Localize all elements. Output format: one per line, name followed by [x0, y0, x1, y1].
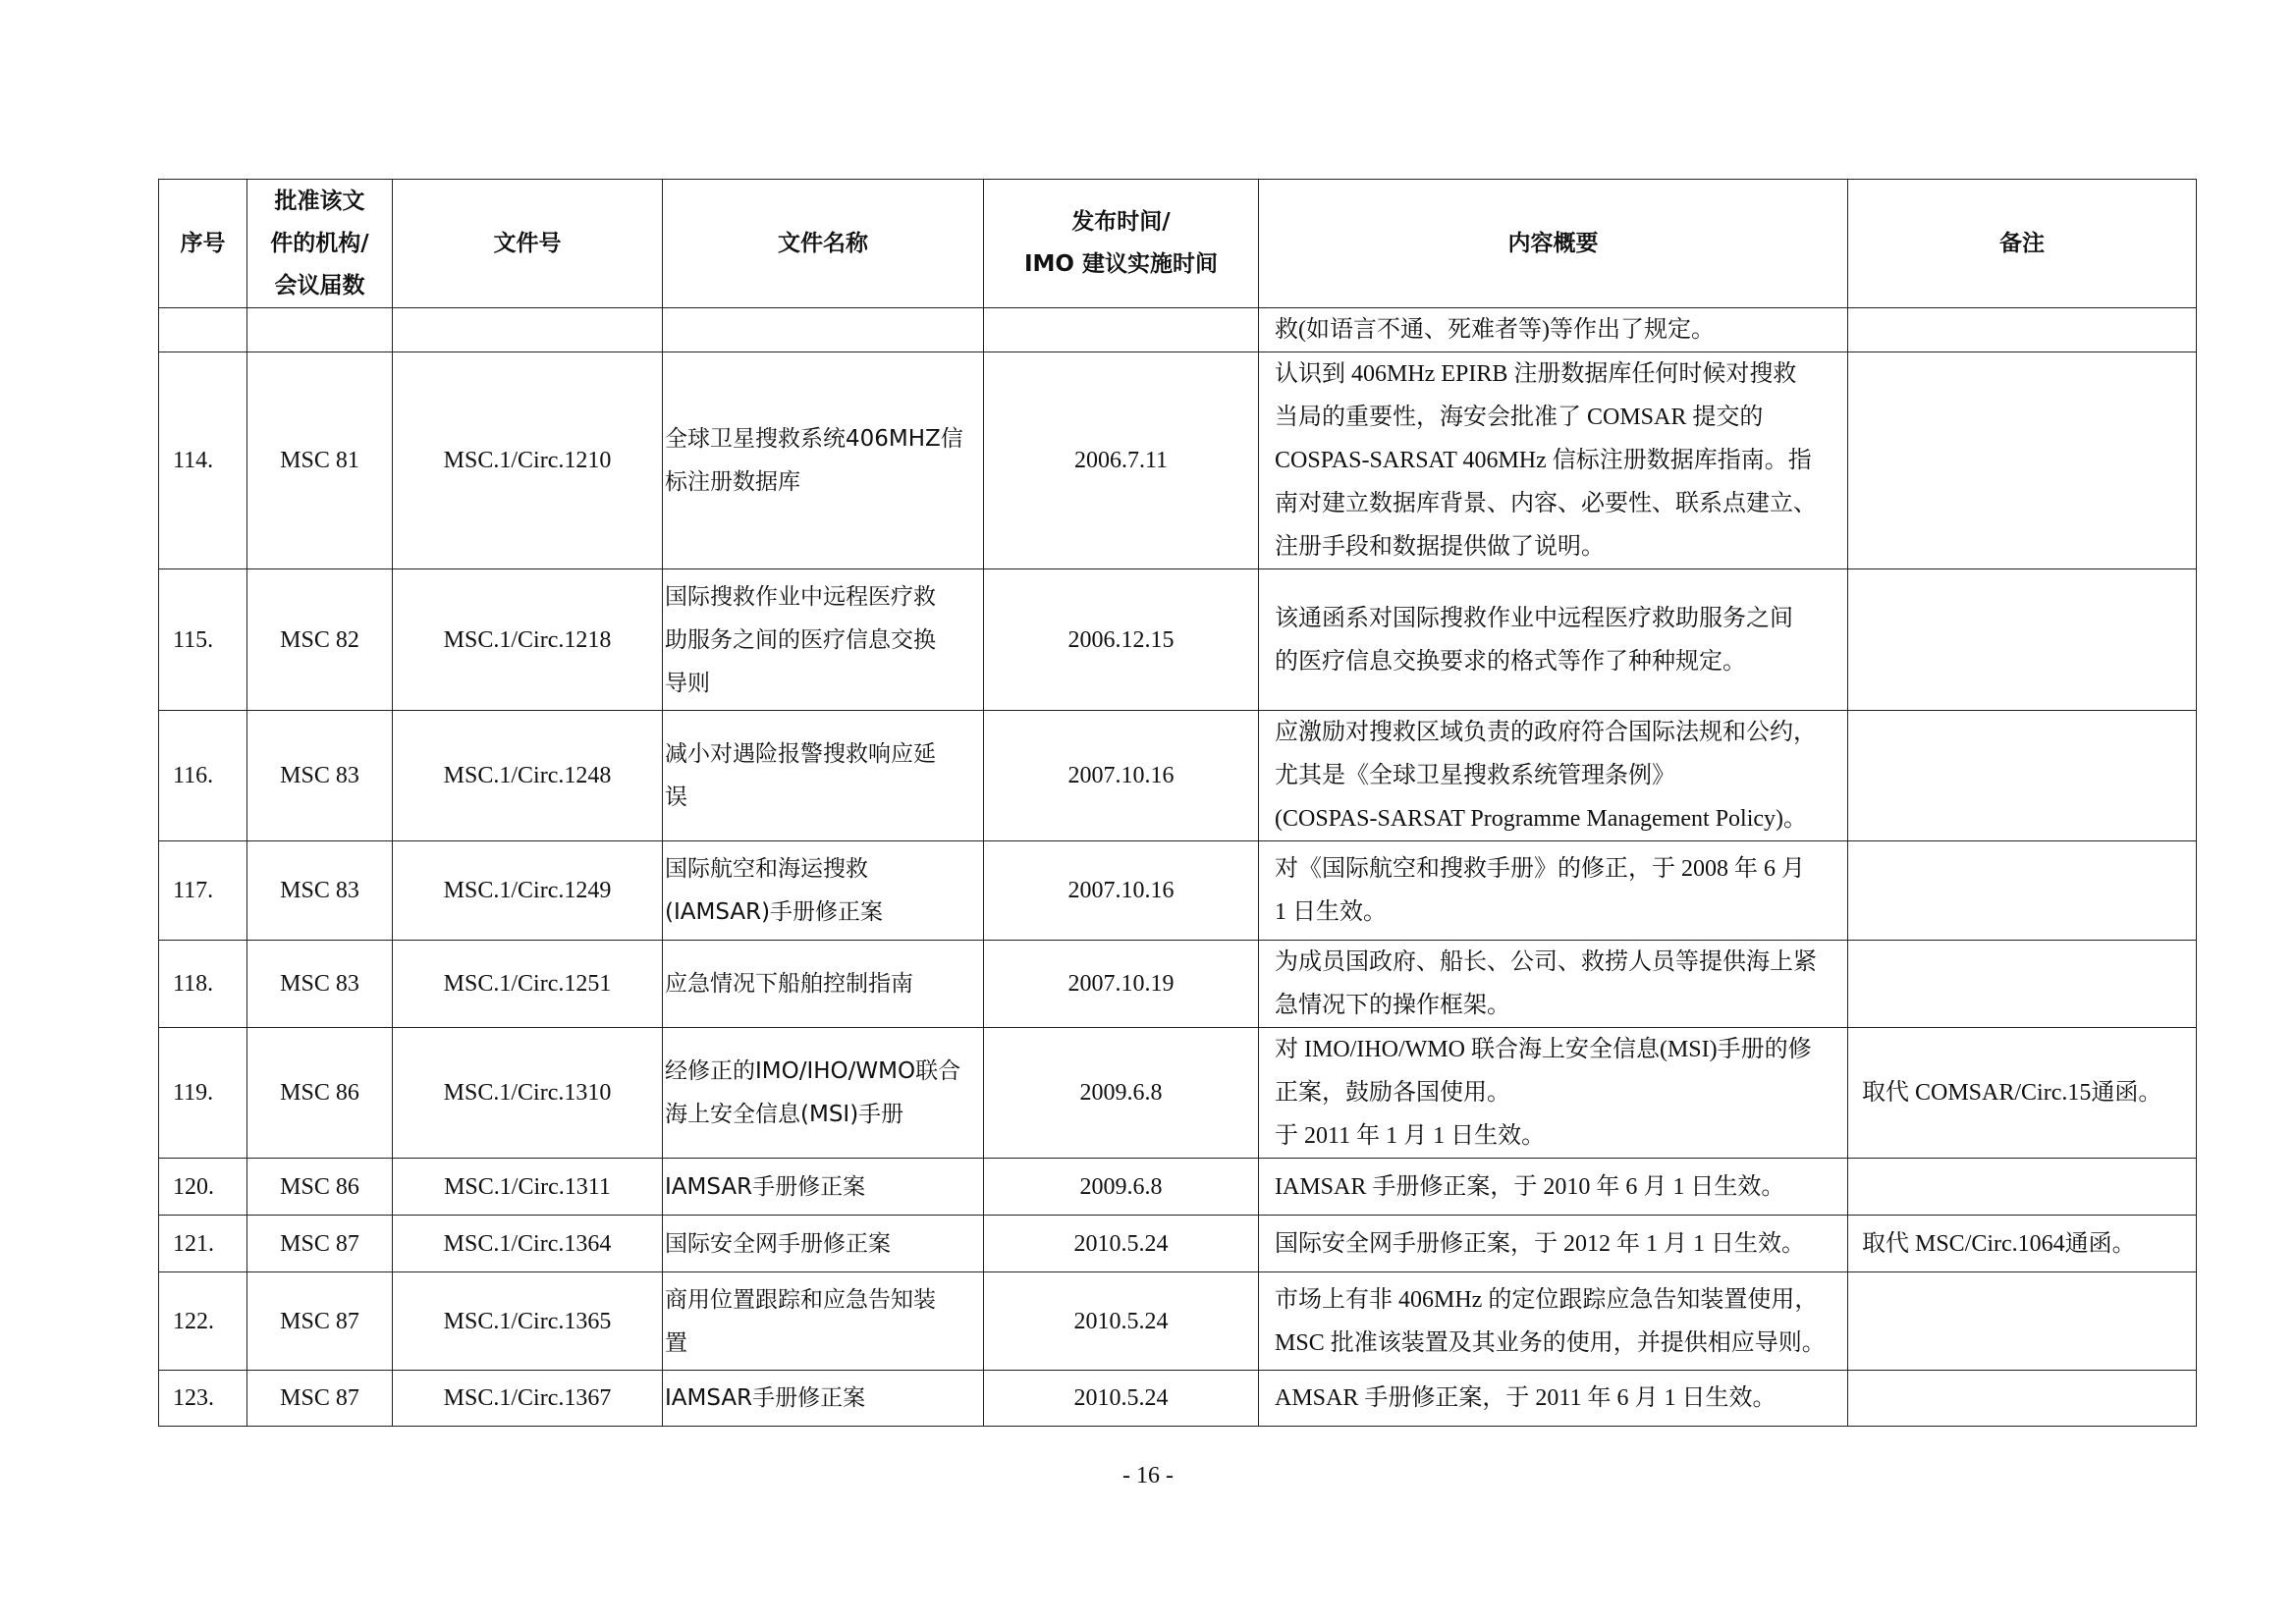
cell-document-name-line: 助服务之间的医疗信息交换: [665, 626, 936, 653]
cell-document-name: [663, 1028, 984, 1159]
cell-index: 118.: [159, 941, 247, 1028]
cell-note: [1848, 1272, 2197, 1371]
cell-summary-line: MSC 批准该装置及其业务的使用，并提供相应导则。: [1275, 1329, 1826, 1356]
cell-document-name-line: 海上安全信息(MSI)手册: [665, 1102, 904, 1127]
cell-organization: MSC 83: [247, 941, 393, 1028]
cell-summary-line: 尤其是《全球卫星搜救系统管理条例》: [1275, 763, 1675, 788]
header-date: 发布时间/ IMO 建议实施时间: [984, 180, 1259, 308]
cell-document-name: [663, 308, 984, 352]
cell-document-name: [663, 1272, 984, 1371]
cell-document-number: MSC.1/Circ.1364: [393, 1216, 663, 1272]
cell-note: [1848, 308, 2197, 352]
circulars-table: [158, 179, 2197, 1427]
cell-index: 114.: [159, 352, 247, 569]
cell-note: [1848, 1371, 2197, 1427]
cell-organization: MSC 82: [247, 569, 393, 711]
cell-document-number: MSC.1/Circ.1210: [393, 352, 663, 569]
cell-document-number: MSC.1/Circ.1218: [393, 569, 663, 711]
cell-note: [1848, 711, 2197, 841]
table-row: [159, 1371, 2197, 1427]
cell-date: 2010.5.24: [984, 1216, 1259, 1272]
cell-organization: MSC 83: [247, 841, 393, 941]
header-summary: 内容概要: [1259, 180, 1848, 308]
cell-document-number: [393, 308, 663, 352]
cell-date: 2006.12.15: [984, 569, 1259, 711]
table-row: [159, 1216, 2197, 1272]
cell-document-name-line: 减小对遇险报警搜救响应延: [665, 741, 936, 767]
table-row: [159, 841, 2197, 941]
cell-document-name-line: IAMSAR手册修正案: [665, 1173, 866, 1200]
table-body: [159, 308, 2197, 1427]
table-row: [159, 1159, 2197, 1216]
cell-document-number: MSC.1/Circ.1248: [393, 711, 663, 841]
cell-document-name: [663, 1159, 984, 1216]
cell-date: [984, 308, 1259, 352]
cell-note: [1848, 569, 2197, 711]
cell-document-name: [663, 1216, 984, 1272]
cell-date: 2009.6.8: [984, 1028, 1259, 1159]
cell-document-name-line: (IAMSAR)手册修正案: [665, 899, 884, 925]
cell-index: 115.: [159, 569, 247, 711]
cell-index: [159, 308, 247, 352]
cell-organization: MSC 87: [247, 1272, 393, 1371]
table-row: [159, 352, 2197, 569]
header-document-number: 文件号: [393, 180, 663, 308]
header-organization: 批准该文 件的机构/ 会议届数: [247, 180, 393, 308]
cell-index: 122.: [159, 1272, 247, 1371]
cell-summary-line: COSPAS-SARSAT 406MHz 信标注册数据库指南。指: [1275, 448, 1812, 473]
cell-index: 119.: [159, 1028, 247, 1159]
cell-summary-line: 注册手段和数据提供做了说明。: [1275, 534, 1605, 560]
cell-document-name-line: IAMSAR手册修正案: [665, 1385, 866, 1411]
cell-summary: [1259, 569, 1848, 711]
header-note: 备注: [1848, 180, 2197, 308]
cell-organization: MSC 81: [247, 352, 393, 569]
cell-note: 取代 COMSAR/Circ.15通函。: [1848, 1028, 2197, 1159]
cell-document-number: MSC.1/Circ.1311: [393, 1159, 663, 1216]
header-row: [159, 180, 2197, 308]
cell-note: [1848, 841, 2197, 941]
cell-date: 2007.10.16: [984, 841, 1259, 941]
page-number: - 16 -: [1122, 1463, 1174, 1488]
header-index: 序号: [159, 180, 247, 308]
cell-document-number: MSC.1/Circ.1365: [393, 1272, 663, 1371]
cell-index: 121.: [159, 1216, 247, 1272]
cell-document-name-line: 导则: [665, 670, 710, 696]
cell-note: [1848, 352, 2197, 569]
cell-document-name-line: 全球卫星搜救系统406MHZ信: [665, 426, 963, 452]
cell-note: [1848, 941, 2197, 1028]
cell-document-name-line: 国际安全网手册修正案: [665, 1230, 891, 1257]
cell-document-name-line: 国际航空和海运搜救: [665, 856, 868, 882]
cell-summary: [1259, 841, 1848, 941]
cell-date: 2007.10.16: [984, 711, 1259, 841]
cell-organization: MSC 87: [247, 1371, 393, 1427]
cell-summary: [1259, 1028, 1848, 1159]
cell-summary-line: 该通函系对国际搜救作业中远程医疗救助服务之间: [1275, 605, 1793, 631]
cell-summary-line: 正案，鼓励各国使用。: [1275, 1080, 1510, 1106]
cell-note: 取代 MSC/Circ.1064通函。: [1848, 1216, 2197, 1272]
cell-document-name-line: 商用位置跟踪和应急告知装: [665, 1286, 936, 1313]
cell-organization: [247, 308, 393, 352]
cell-summary-line: 认识到 406MHz EPIRB 注册数据库任何时候对搜救: [1275, 361, 1797, 387]
cell-summary: [1259, 1371, 1848, 1427]
cell-organization: MSC 83: [247, 711, 393, 841]
cell-summary: [1259, 1159, 1848, 1216]
cell-note: [1848, 1159, 2197, 1216]
cell-document-name-line: 置: [665, 1329, 687, 1356]
cell-summary: [1259, 1216, 1848, 1272]
cell-document-name-line: 误: [665, 784, 687, 810]
table-row: [159, 1028, 2197, 1159]
cell-document-name: [663, 352, 984, 569]
cell-document-name: [663, 569, 984, 711]
cell-summary-line: 于 2011 年 1 月 1 日生效。: [1275, 1123, 1546, 1149]
table-row: [159, 308, 2197, 352]
cell-summary-line: 应激励对搜救区域负责的政府符合国际法规和公约，: [1275, 720, 1817, 745]
table-row: [159, 569, 2197, 711]
cell-date: 2010.5.24: [984, 1371, 1259, 1427]
table-row: [159, 1272, 2197, 1371]
cell-date: 2007.10.19: [984, 941, 1259, 1028]
cell-summary-line: 国际安全网手册修正案，于 2012 年 1 月 1 日生效。: [1275, 1230, 1805, 1257]
cell-summary-line: 对《国际航空和搜救手册》的修正，于 2008 年 6 月: [1275, 856, 1805, 882]
table-row: [159, 941, 2197, 1028]
cell-document-name: [663, 1371, 984, 1427]
cell-summary-line: 南对建立数据库背景、内容、必要性、联系点建立、: [1275, 491, 1817, 516]
cell-summary: [1259, 308, 1848, 352]
cell-summary-line: 救(如语言不通、死难者等)等作出了规定。: [1275, 317, 1715, 343]
cell-document-name-line: 国际搜救作业中远程医疗救: [665, 583, 936, 610]
cell-index: 120.: [159, 1159, 247, 1216]
cell-date: 2009.6.8: [984, 1159, 1259, 1216]
cell-document-name: [663, 841, 984, 941]
cell-document-number: MSC.1/Circ.1249: [393, 841, 663, 941]
cell-summary-line: 急情况下的操作框架。: [1275, 993, 1510, 1018]
cell-summary: [1259, 711, 1848, 841]
cell-date: 2010.5.24: [984, 1272, 1259, 1371]
cell-summary-line: AMSAR 手册修正案，于 2011 年 6 月 1 日生效。: [1275, 1385, 1777, 1411]
cell-document-number: MSC.1/Circ.1367: [393, 1371, 663, 1427]
table-row: [159, 711, 2197, 841]
cell-document-number: MSC.1/Circ.1251: [393, 941, 663, 1028]
cell-document-name-line: 应急情况下船舶控制指南: [665, 971, 913, 997]
cell-document-name: [663, 711, 984, 841]
cell-organization: MSC 86: [247, 1159, 393, 1216]
cell-summary-line: IAMSAR 手册修正案，于 2010 年 6 月 1 日生效。: [1275, 1173, 1785, 1200]
cell-summary: [1259, 352, 1848, 569]
cell-index: 123.: [159, 1371, 247, 1427]
cell-summary-line: (COSPAS-SARSAT Programme Management Policy)。: [1275, 806, 1808, 832]
cell-document-name-line: 标注册数据库: [665, 469, 800, 495]
cell-date: 2006.7.11: [984, 352, 1259, 569]
cell-document-number: MSC.1/Circ.1310: [393, 1028, 663, 1159]
cell-document-name: [663, 941, 984, 1028]
cell-summary-line: 市场上有非 406MHz 的定位跟踪应急告知装置使用，: [1275, 1286, 1819, 1313]
cell-summary: [1259, 1272, 1848, 1371]
cell-organization: MSC 87: [247, 1216, 393, 1272]
cell-document-name-line: 经修正的IMO/IHO/WMO联合: [665, 1058, 961, 1084]
cell-organization: MSC 86: [247, 1028, 393, 1159]
cell-summary-line: 为成员国政府、船长、公司、救捞人员等提供海上紧: [1275, 949, 1817, 975]
cell-summary-line: 1 日生效。: [1275, 899, 1387, 925]
cell-index: 116.: [159, 711, 247, 841]
header-document-name: 文件名称: [663, 180, 984, 308]
cell-summary: [1259, 941, 1848, 1028]
cell-summary-line: 的医疗信息交换要求的格式等作了种种规定。: [1275, 648, 1746, 675]
cell-index: 117.: [159, 841, 247, 941]
cell-summary-line: 当局的重要性，海安会批准了 COMSAR 提交的: [1275, 405, 1764, 430]
cell-summary-line: 对 IMO/IHO/WMO 联合海上安全信息(MSI)手册的修: [1275, 1037, 1812, 1062]
